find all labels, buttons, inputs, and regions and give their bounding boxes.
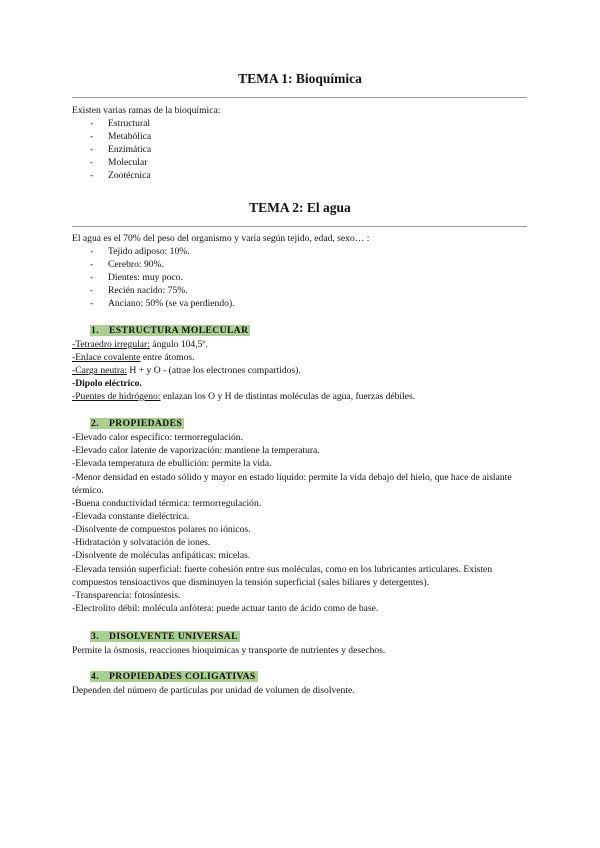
property-line: -Electrolito débil: molécula anfótera: puede actuar tanto de ácido como de base.	[72, 603, 379, 614]
list-bullet: -	[90, 144, 94, 155]
property-line: -Transparencia: fotosíntesis.	[72, 590, 181, 601]
divider-rule	[72, 226, 527, 227]
section-number: 3.	[91, 631, 99, 642]
definition-term: -Carga neutra:	[72, 365, 127, 376]
definition-text: entre átomos.	[140, 352, 195, 363]
definition-text: ángulo 104,5º.	[149, 339, 208, 350]
list-bullet: -	[90, 118, 94, 129]
list-bullet: -	[90, 170, 94, 181]
property-line: -Elevado calor latente de vaporización: mantiene la temperatura.	[72, 445, 320, 456]
list-bullet: -	[90, 259, 94, 270]
list-bullet: -	[90, 246, 94, 257]
definition-text: enlazan los O y H de distintas moléculas de agua, fuerzas débiles.	[160, 391, 416, 402]
definition-line	[72, 339, 208, 351]
property-line: -Elevada temperatura de ebullición: permite la vida.	[72, 458, 272, 469]
definition-term: -Puentes de hidrógeno:	[72, 391, 161, 402]
property-line: -Disolvente de compuestos polares no iónicos.	[72, 524, 251, 535]
list-item: Estructural	[108, 118, 151, 129]
definition-text: .	[139, 378, 142, 389]
property-line: -Menor densidad en estado sólido y mayor en estado líquido: permite la vida debajo del hielo, que hace de aislante térmico.	[72, 472, 512, 496]
list-bullet: -	[90, 298, 94, 309]
property-line: -Buena conductividad térmica: termorregulación.	[72, 498, 262, 509]
list-item: Enzimática	[108, 144, 152, 155]
tema1-intro: Existen varias ramas de la bioquímica:	[72, 105, 221, 116]
section-title: PROPIEDADES	[109, 418, 183, 429]
property-line: -Elevada constante dieléctrica.	[72, 511, 190, 522]
list-item: Molecular	[108, 157, 148, 168]
section-heading-propiedades	[90, 418, 184, 429]
definition-term: -Dipolo eléctrico	[72, 378, 140, 389]
section-text: Permite la ósmosis, reacciones bioquímicas y transporte de nutrientes y desechos.	[72, 645, 386, 656]
definition-line	[72, 365, 301, 377]
tema2-intro: El agua es el 70% del peso del organismo y varía según tejido, edad, sexo… :	[72, 233, 370, 244]
property-line: -Elevada tensión superficial: fuerte cohesión entre sus moléculas, como en los lubricantes articulares. Existen compuestos tensioactivos que disminuyen la tensión superficial (sales biliares y detergentes).	[72, 564, 493, 588]
list-item: Metabólica	[108, 131, 152, 142]
list-bullet: -	[90, 157, 94, 168]
list-bullet: -	[90, 131, 94, 142]
list-bullet: -	[90, 272, 94, 283]
definition-line	[72, 378, 142, 390]
tema1-title: TEMA 1: Bioquímica	[238, 71, 362, 86]
section-title: DISOLVENTE UNIVERSAL	[109, 631, 238, 642]
list-item: Anciano: 50% (se va perdiendo).	[108, 298, 235, 309]
list-item: Recién nacido: 75%.	[108, 285, 188, 296]
section-title: PROPIEDADES COLIGATIVAS	[109, 671, 256, 682]
section-number: 4.	[91, 671, 99, 682]
definition-term: -Enlace covalente	[72, 352, 141, 363]
definition-line	[72, 352, 195, 364]
section-text: Dependen del número de partículas por unidad de volumen de disolvente.	[72, 685, 355, 696]
list-item: Zootécnica	[108, 170, 151, 181]
list-bullet: -	[90, 285, 94, 296]
property-line: -Elevado calor específico: termorregulación.	[72, 432, 244, 443]
tema2-title: TEMA 2: El agua	[249, 200, 351, 215]
property-line: -Hidratación y solvatación de iones.	[72, 537, 211, 548]
section-heading-estructura	[90, 325, 250, 336]
property-line: -Disolvente de moléculas anfipáticas: micelas.	[72, 550, 251, 561]
list-item: Cerebro: 90%.	[108, 259, 164, 270]
section-title: ESTRUCTURA MOLECULAR	[109, 325, 249, 336]
list-item: Dientes: muy poco.	[108, 272, 183, 283]
section-heading-disolvente	[90, 631, 240, 642]
definition-line	[72, 391, 415, 403]
list-item: Tejido adiposo: 10%.	[108, 246, 190, 257]
section-number: 2.	[91, 418, 99, 429]
section-number: 1.	[91, 325, 99, 336]
section-heading-coligativas	[90, 671, 258, 682]
divider-rule	[72, 97, 527, 98]
definition-text: H + y O - (atrae los electrones compartidos).	[126, 365, 301, 376]
definition-term: -Tetraedro irregular:	[72, 339, 150, 350]
